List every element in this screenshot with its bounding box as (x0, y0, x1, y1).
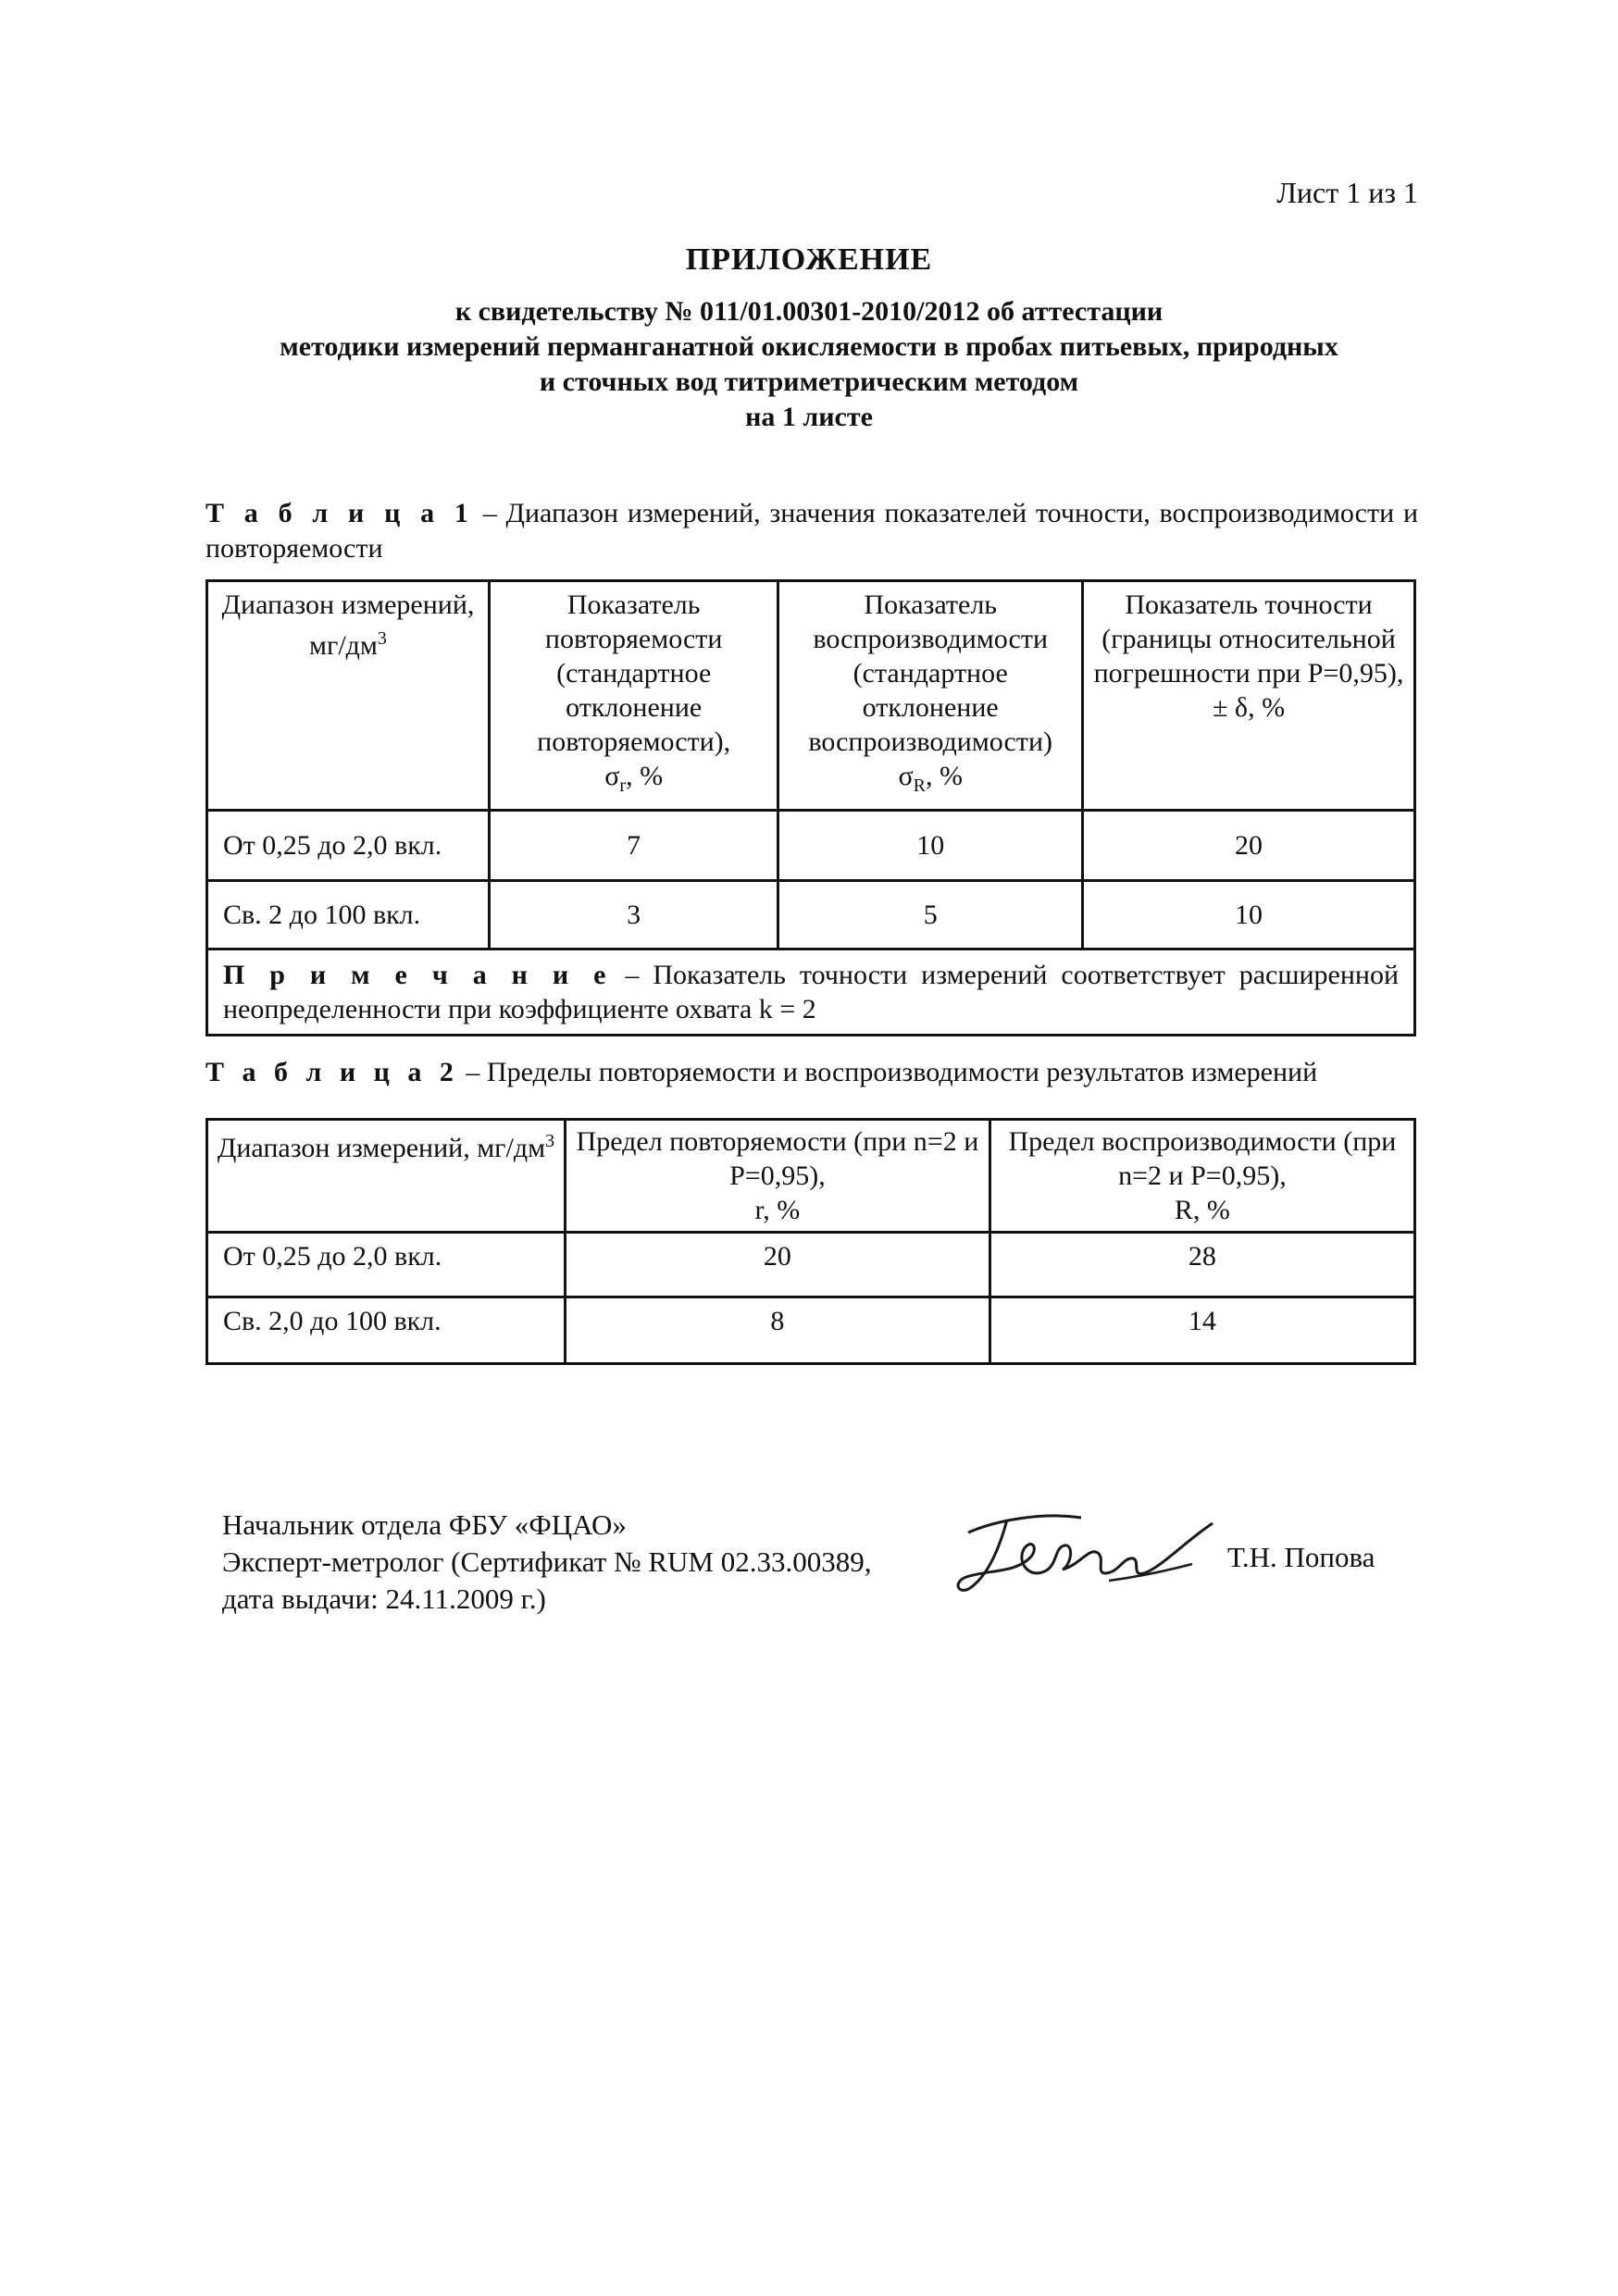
table-row (207, 881, 1415, 949)
header-cell-repeat-limit: Предел повторяемости (при n=2 и P=0,95), r, % (565, 1120, 989, 1233)
signatory-line: дата выдачи: 24.11.2009 г.) (222, 1582, 546, 1615)
cell-range: Св. 2,0 до 100 вкл. (207, 1297, 566, 1364)
table-header-row (207, 581, 1415, 811)
header-cell-reproducibility: Показатель воспроизводимости (стандартное отклонение воспроизводимости) $\sigma_R$, % (778, 581, 1083, 811)
subtitle-line: и сточных вод титриметрическим методом (539, 366, 1079, 397)
header-cell-reprod-limit: Предел воспроизводимости (при n=2 и P=0,95), R, % (989, 1120, 1414, 1233)
page-title: ПРИЛОЖЕНИЕ (685, 242, 933, 277)
header-cell-range: Диапазон измерений, $мг/дм^3$ (207, 581, 490, 811)
signatory-name: Т.Н. Попова (1227, 1541, 1375, 1573)
cell-range: От 0,25 до 2,0 вкл. (207, 1233, 566, 1297)
table2-caption (205, 1055, 1418, 1090)
cell-reprod-limit: 28 (989, 1233, 1414, 1297)
table1-caption-label: Т а б л и ц а 1 (205, 498, 474, 528)
table1 (205, 579, 1416, 1036)
table-note-row (207, 949, 1415, 1036)
cell-repeatability: 7 (489, 811, 778, 881)
table-row (207, 1297, 1415, 1364)
cell-accuracy: 10 (1083, 881, 1415, 949)
cell-reproducibility: 10 (778, 811, 1083, 881)
table1-caption (205, 496, 1418, 566)
cell-range: Св. 2 до 100 вкл. (207, 881, 490, 949)
header-cell-range: Диапазон измерений, $мг/дм^3$ (207, 1120, 566, 1233)
subtitle (204, 294, 1414, 435)
cell-reprod-limit: 14 (989, 1297, 1414, 1364)
header-cell-accuracy: Показатель точности (границы относительной погрешности при P=0,95), ± δ, % (1083, 581, 1415, 811)
table1-caption-text: – Диапазон измерений, значения показателей точности, воспроизводимости и повторяемости (205, 498, 1418, 564)
subtitle-line: к свидетельству № 011/01.00301-2010/2012 об аттестации (454, 296, 1164, 327)
sheet-number: Лист 1 из 1 (1276, 176, 1418, 209)
cell-accuracy: 20 (1083, 811, 1415, 881)
table2-caption-text: – Пределы повторяемости и воспроизводимости результатов измерений (458, 1057, 1318, 1087)
table-row (207, 1233, 1415, 1297)
subtitle-line: методики измерений перманганатной окисляемости в пробах питьевых, природных (280, 331, 1338, 362)
cell-repeatability: 3 (489, 881, 778, 949)
table-row (207, 811, 1415, 881)
table-header-row (207, 1120, 1415, 1233)
subtitle-line: на 1 листе (745, 402, 873, 432)
signatory-block (222, 1507, 872, 1618)
cell-repeat-limit: 20 (565, 1233, 989, 1297)
table2 (205, 1118, 1416, 1365)
note-text: – Показатель точности измерений соответствует расширенной неопределенности при коэффициенте охвата k = 2 (223, 960, 1400, 1024)
note-label: П р и м е ч а н и е (223, 960, 612, 990)
cell-repeat-limit: 8 (565, 1297, 989, 1364)
cell-range: От 0,25 до 2,0 вкл. (207, 811, 490, 881)
table2-caption-label: Т а б л и ц а 2 (205, 1057, 459, 1087)
signatory-line: Начальник отдела ФБУ «ФЦАО» (222, 1508, 627, 1541)
table-note (207, 949, 1415, 1036)
signatory-line: Эксперт-метролог (Сертификат № RUM 02.33.00389, (222, 1545, 872, 1578)
header-cell-repeatability: Показатель повторяемости (стандартное отклонение повторяемости), $\sigma_r$, % (489, 581, 778, 811)
cell-reproducibility: 5 (778, 881, 1083, 949)
handwritten-signature (942, 1492, 1220, 1603)
